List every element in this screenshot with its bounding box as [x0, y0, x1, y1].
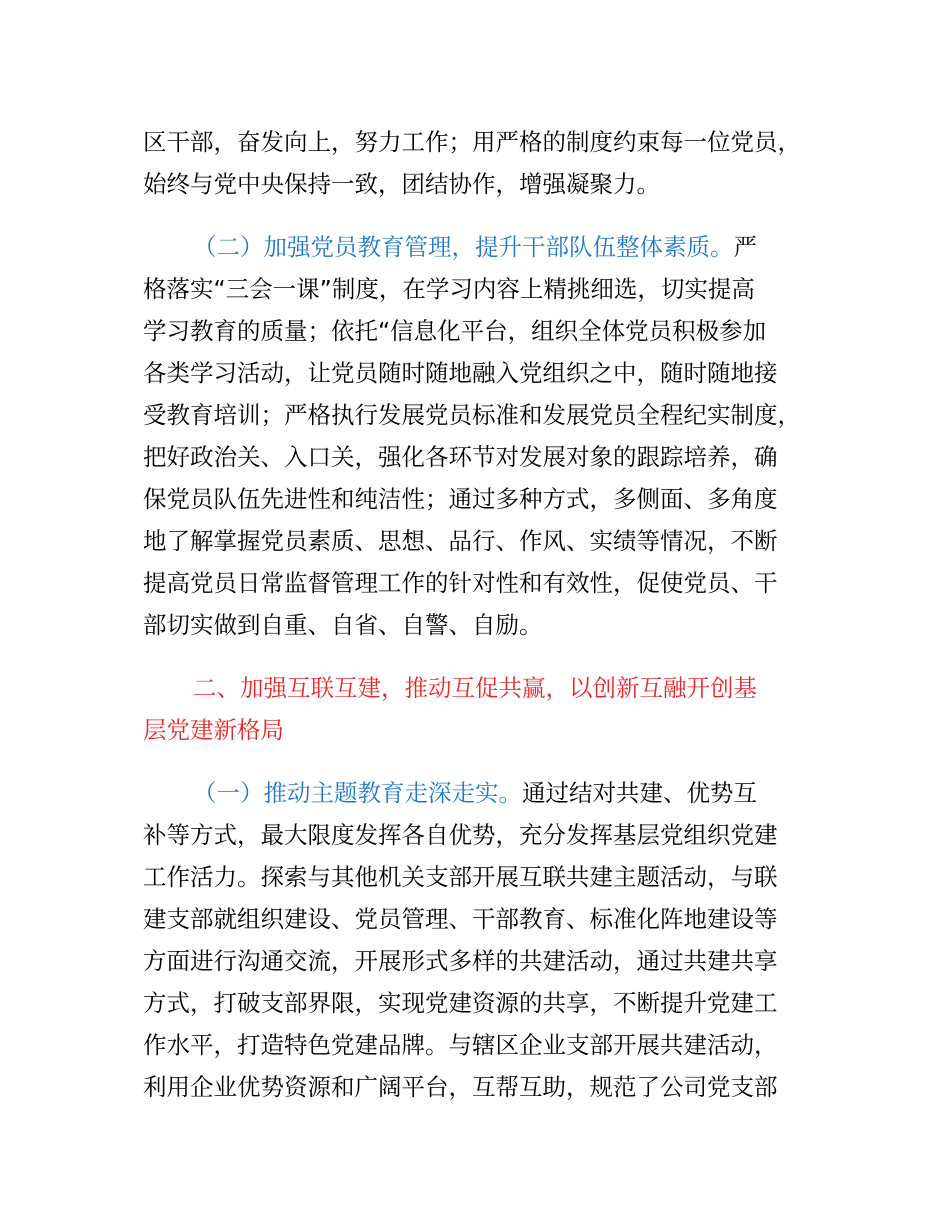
body-text-line: 地了解掌握党员素质、思想、品行、作风、实绩等情况，不断 — [143, 527, 778, 555]
body-text-line: 受教育培训；严格执行发展党员标准和发展党员全程纪实制度， — [143, 401, 801, 429]
section-heading-line: 二、加强互联互建，推动互促共赢，以创新互融开创基 — [193, 674, 757, 702]
body-text-line: 格落实“三会一课”制度，在学习内容上精挑细选，切实提高 — [143, 275, 755, 303]
body-text-line: 提高党员日常监督管理工作的针对性和有效性，促使党员、干 — [143, 569, 778, 597]
subheading-text: （一）推动主题教育走深走实。 — [193, 779, 522, 807]
body-text-line: 利用企业优势资源和广阔平台，互帮互助，规范了公司党支部 — [143, 1073, 778, 1101]
section-heading-line: 层党建新格局 — [143, 716, 284, 744]
body-text-fragment: 通过结对共建、优势互 — [522, 779, 757, 807]
body-text-fragment: 严 — [733, 233, 757, 261]
body-text-line: 作水平，打造特色党建品牌。与辖区企业支部开展共建活动， — [143, 1031, 778, 1059]
body-text-line: 各类学习活动，让党员随时随地融入党组织之中，随时随地接 — [143, 359, 778, 387]
subheading-text: （二）加强党员教育管理，提升干部队伍整体素质。 — [193, 233, 734, 261]
body-text-line: 方面进行沟通交流，开展形式多样的共建活动，通过共建共享 — [143, 947, 778, 975]
body-text-line: 方式，打破支部界限，实现党建资源的共享，不断提升党建工 — [143, 989, 778, 1017]
body-text-line: 补等方式，最大限度发挥各自优势，充分发挥基层党组织党建 — [143, 821, 778, 849]
body-text-line: 始终与党中央保持一致，团结协作，增强凝聚力。 — [143, 170, 660, 198]
body-text-line: 建支部就组织建设、党员管理、干部教育、标准化阵地建设等 — [143, 905, 778, 933]
body-text-line: 工作活力。探索与其他机关支部开展互联共建主题活动，与联 — [143, 863, 778, 891]
body-text-line: 保党员队伍先进性和纯洁性；通过多种方式，多侧面、多角度 — [143, 485, 778, 513]
subheading-line — [193, 227, 757, 267]
body-text-line: 区干部，奋发向上，努力工作；用严格的制度约束每一位党员， — [143, 128, 801, 156]
body-text-line: 学习教育的质量；依托“信息化平台，组织全体党员积极参加 — [143, 317, 767, 345]
body-text-line: 部切实做到自重、自省、自警、自励。 — [143, 611, 543, 639]
subheading-line — [193, 773, 757, 813]
body-text-line: 把好政治关、入口关，强化各环节对发展对象的跟踪培养，确 — [143, 443, 778, 471]
